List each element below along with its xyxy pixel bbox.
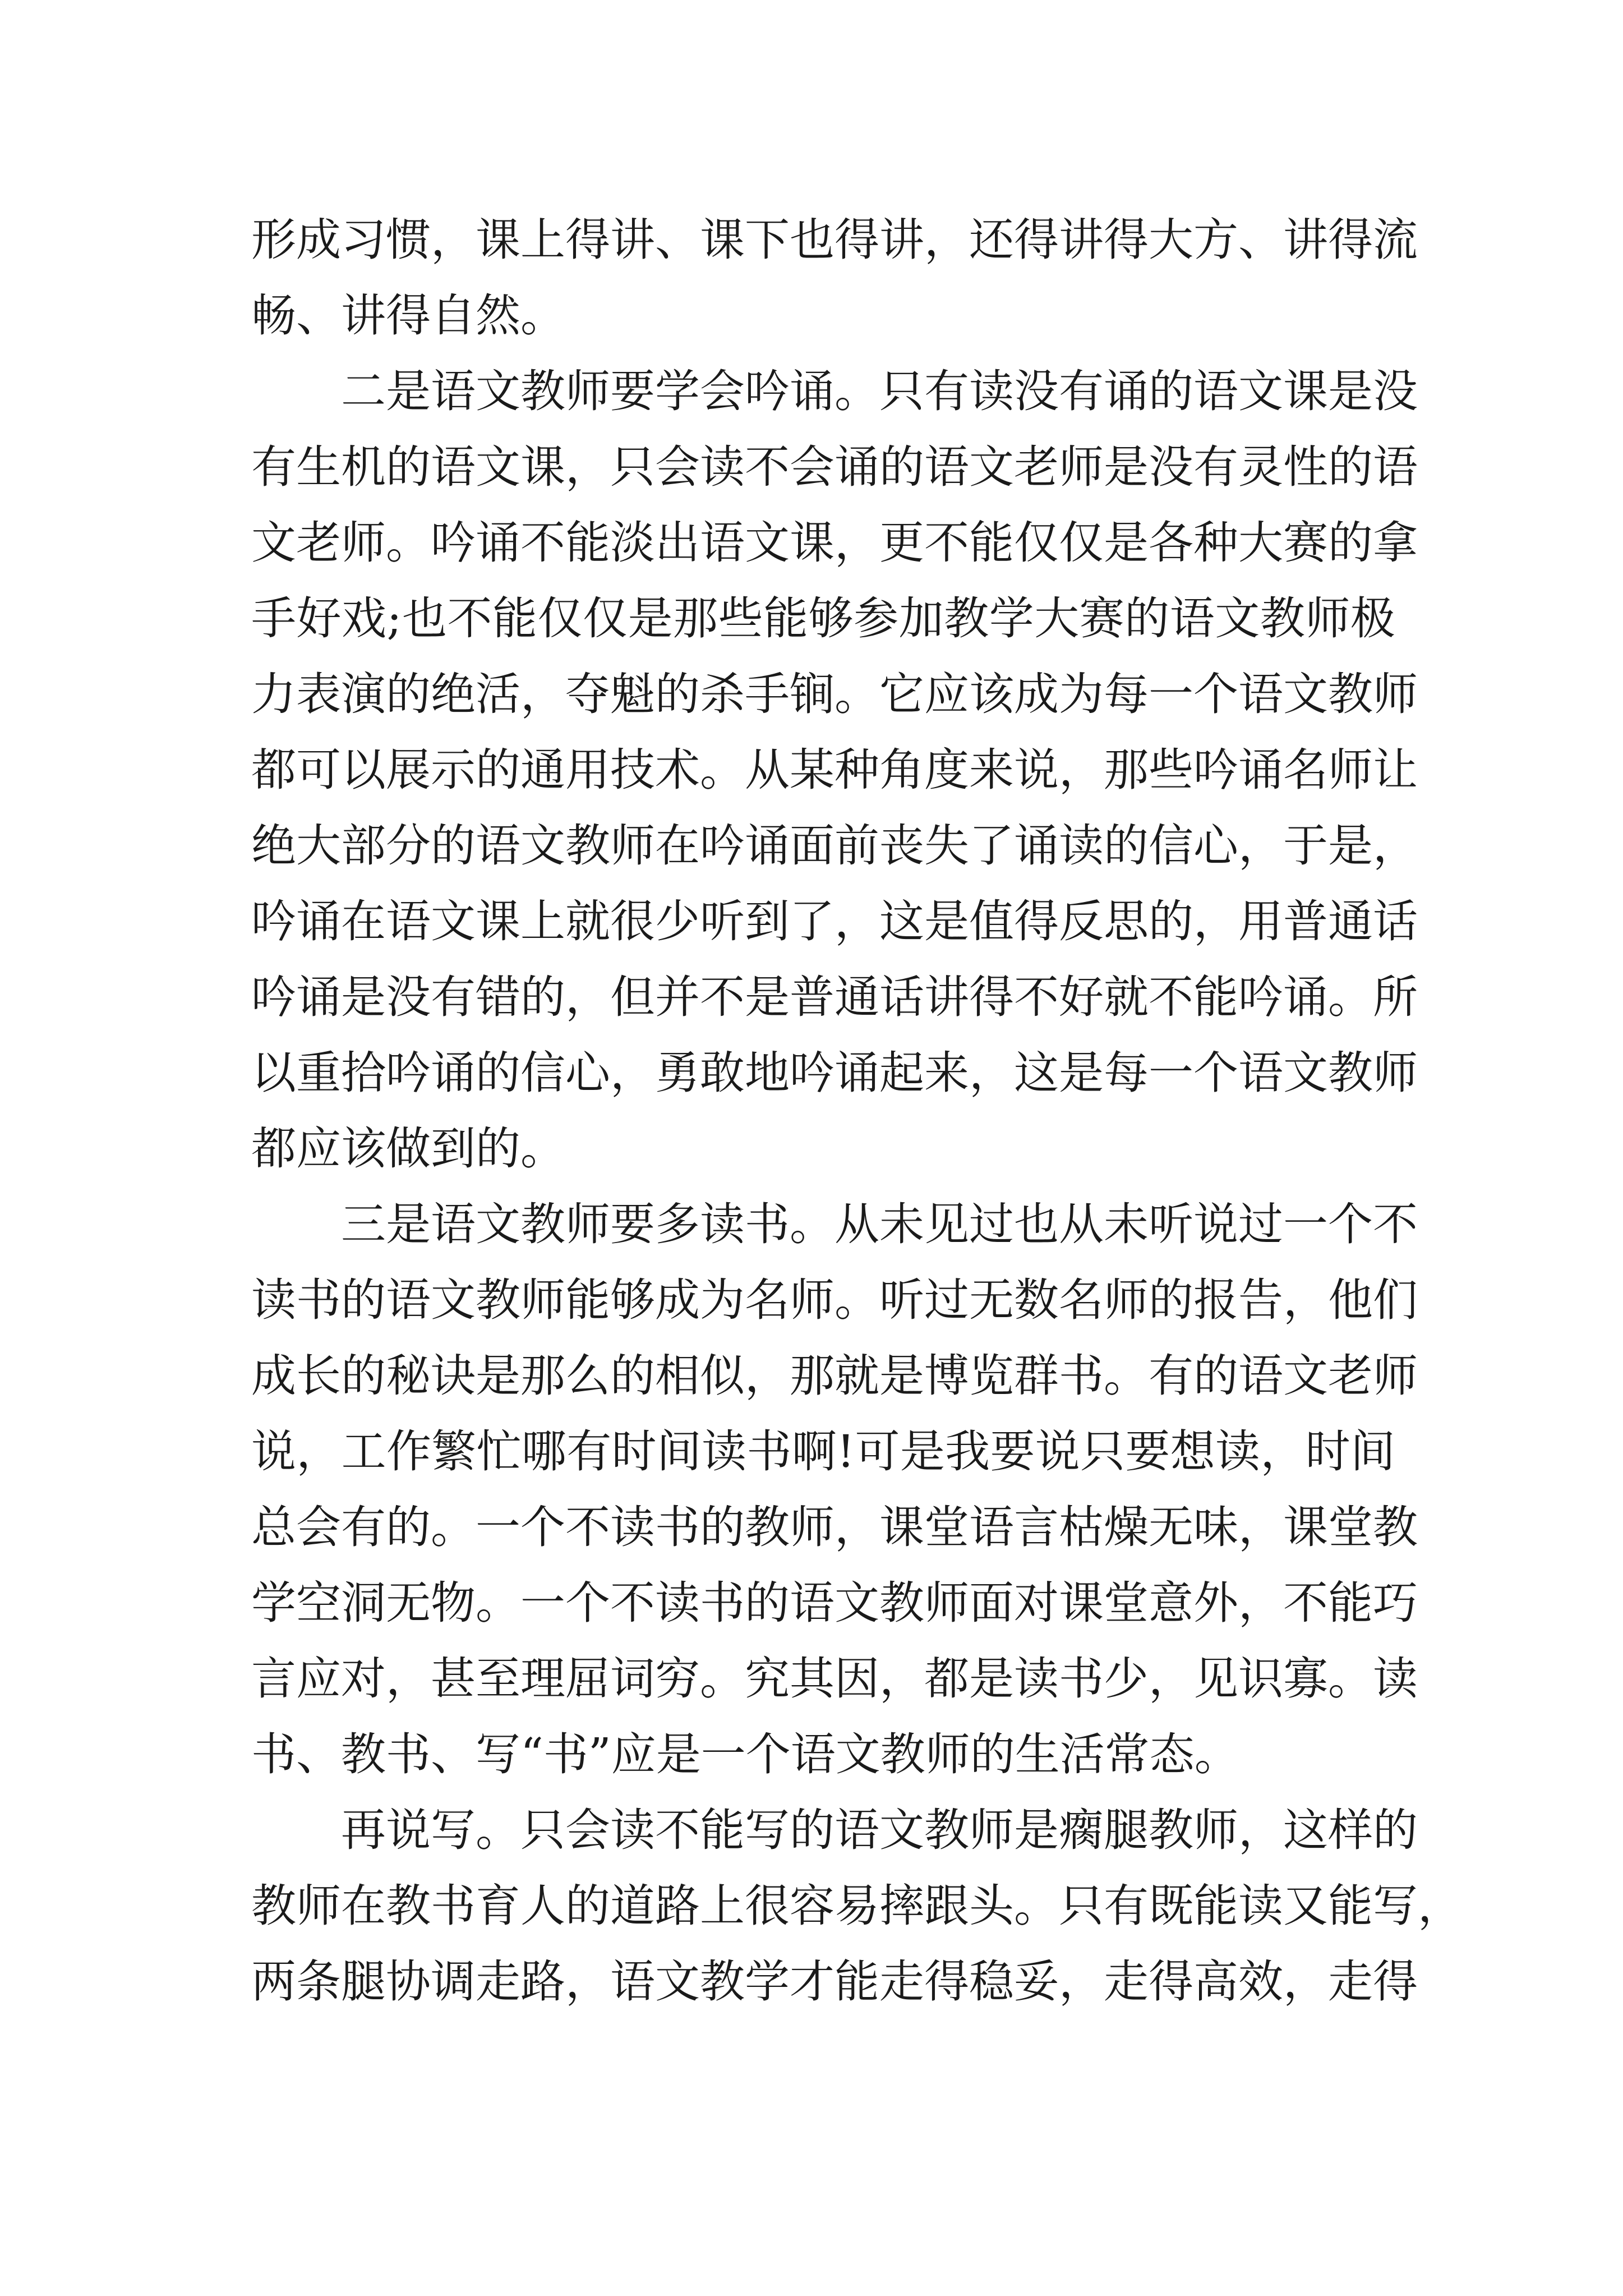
text-line: 畅、讲得自然。: [251, 289, 565, 342]
text-line: 学 空 洞 无 物 。 一 个 不 读 书 的 语 文 教 师 面 对 课 堂 意 外 ， 不 能 巧: [251, 1577, 1418, 1629]
text-line: 言 应 对 ， 甚 至 理 屈 词 穷 。 究 其 因 ， 都 是 读 书 少 ， 见 识 寡 。 读: [251, 1653, 1418, 1705]
text-line: 再 说 写 。 只 会 读 不 能 写 的 语 文 教 师 是 瘸 腿 教 师 ， 这 样 的: [341, 1804, 1418, 1856]
text-line: 总 会 有 的 。 一 个 不 读 书 的 教 师 ， 课 堂 语 言 枯 燥 无 味 ， 课 堂 教: [251, 1501, 1418, 1553]
text-line: 书、教书、写“书”应是一个语文教师的生活常态。: [251, 1728, 1239, 1780]
text-line: 手 好 戏 ; 也 不 能 仅 仅 是 那 些 能 够 参 加 教 学 大 赛 的 语 文 教 师 极: [251, 592, 1395, 645]
text-line: 绝 大 部 分 的 语 文 教 师 在 吟 诵 面 前 丧 失 了 诵 读 的 信 心 ， 于 是 ，: [251, 820, 1418, 872]
text-line: 吟 诵 是 没 有 错 的 ， 但 并 不 是 普 通 话 讲 得 不 好 就 不 能 吟 诵 。 所: [251, 971, 1418, 1023]
text-line: 有 生 机 的 语 文 课 ， 只 会 读 不 会 诵 的 语 文 老 师 是 没 有 灵 性 的 语: [251, 441, 1418, 493]
text-line: 教 师 在 教 书 育 人 的 道 路 上 很 容 易 摔 跟 头 。 只 有 既 能 读 又 能 写 ，: [251, 1880, 1463, 1932]
text-line: 二 是 语 文 教 师 要 学 会 吟 诵 。 只 有 读 没 有 诵 的 语 文 课 是 没: [341, 365, 1418, 417]
text-line: 都应该做到的。: [251, 1122, 565, 1175]
text-line: 文 老 师 。 吟 诵 不 能 淡 出 语 文 课 ， 更 不 能 仅 仅 是 各 种 大 赛 的 拿: [251, 517, 1418, 569]
text-line: 力 表 演 的 绝 活 ， 夺 魁 的 杀 手 锏 。 它 应 该 成 为 每 一 个 语 文 教 师: [251, 668, 1418, 720]
body-text: [251, 202, 1463, 2019]
text-line: 以 重 拾 吟 诵 的 信 心 ， 勇 敢 地 吟 诵 起 来 ， 这 是 每 一 个 语 文 教 师: [251, 1047, 1418, 1099]
text-line: 都 可 以 展 示 的 通 用 技 术 。 从 某 种 角 度 来 说 ， 那 些 吟 诵 名 师 让: [251, 744, 1418, 796]
text-line: 两 条 腿 协 调 走 路 ， 语 文 教 学 才 能 走 得 稳 妥 ， 走 得 高 效 ， 走 得: [251, 1955, 1418, 2008]
text-line: 形 成 习 惯 ， 课 上 得 讲 、 课 下 也 得 讲 ， 还 得 讲 得 大 方 、 讲 得 流: [251, 214, 1418, 266]
text-line: 说 ， 工 作 繁 忙 哪 有 时 间 读 书 啊 ! 可 是 我 要 说 只 要 想 读 ， 时 间: [251, 1425, 1395, 1478]
text-line: 三 是 语 文 教 师 要 多 读 书 。 从 未 见 过 也 从 未 听 说 过 一 个 不: [341, 1198, 1418, 1250]
text-line: 读 书 的 语 文 教 师 能 够 成 为 名 师 。 听 过 无 数 名 师 的 报 告 ， 他 们: [251, 1274, 1418, 1326]
text-line: 成 长 的 秘 诀 是 那 么 的 相 似 ， 那 就 是 博 览 群 书 。 有 的 语 文 老 师: [251, 1350, 1418, 1402]
text-line: 吟 诵 在 语 文 课 上 就 很 少 听 到 了 ， 这 是 值 得 反 思 的 ， 用 普 通 话: [251, 895, 1418, 947]
